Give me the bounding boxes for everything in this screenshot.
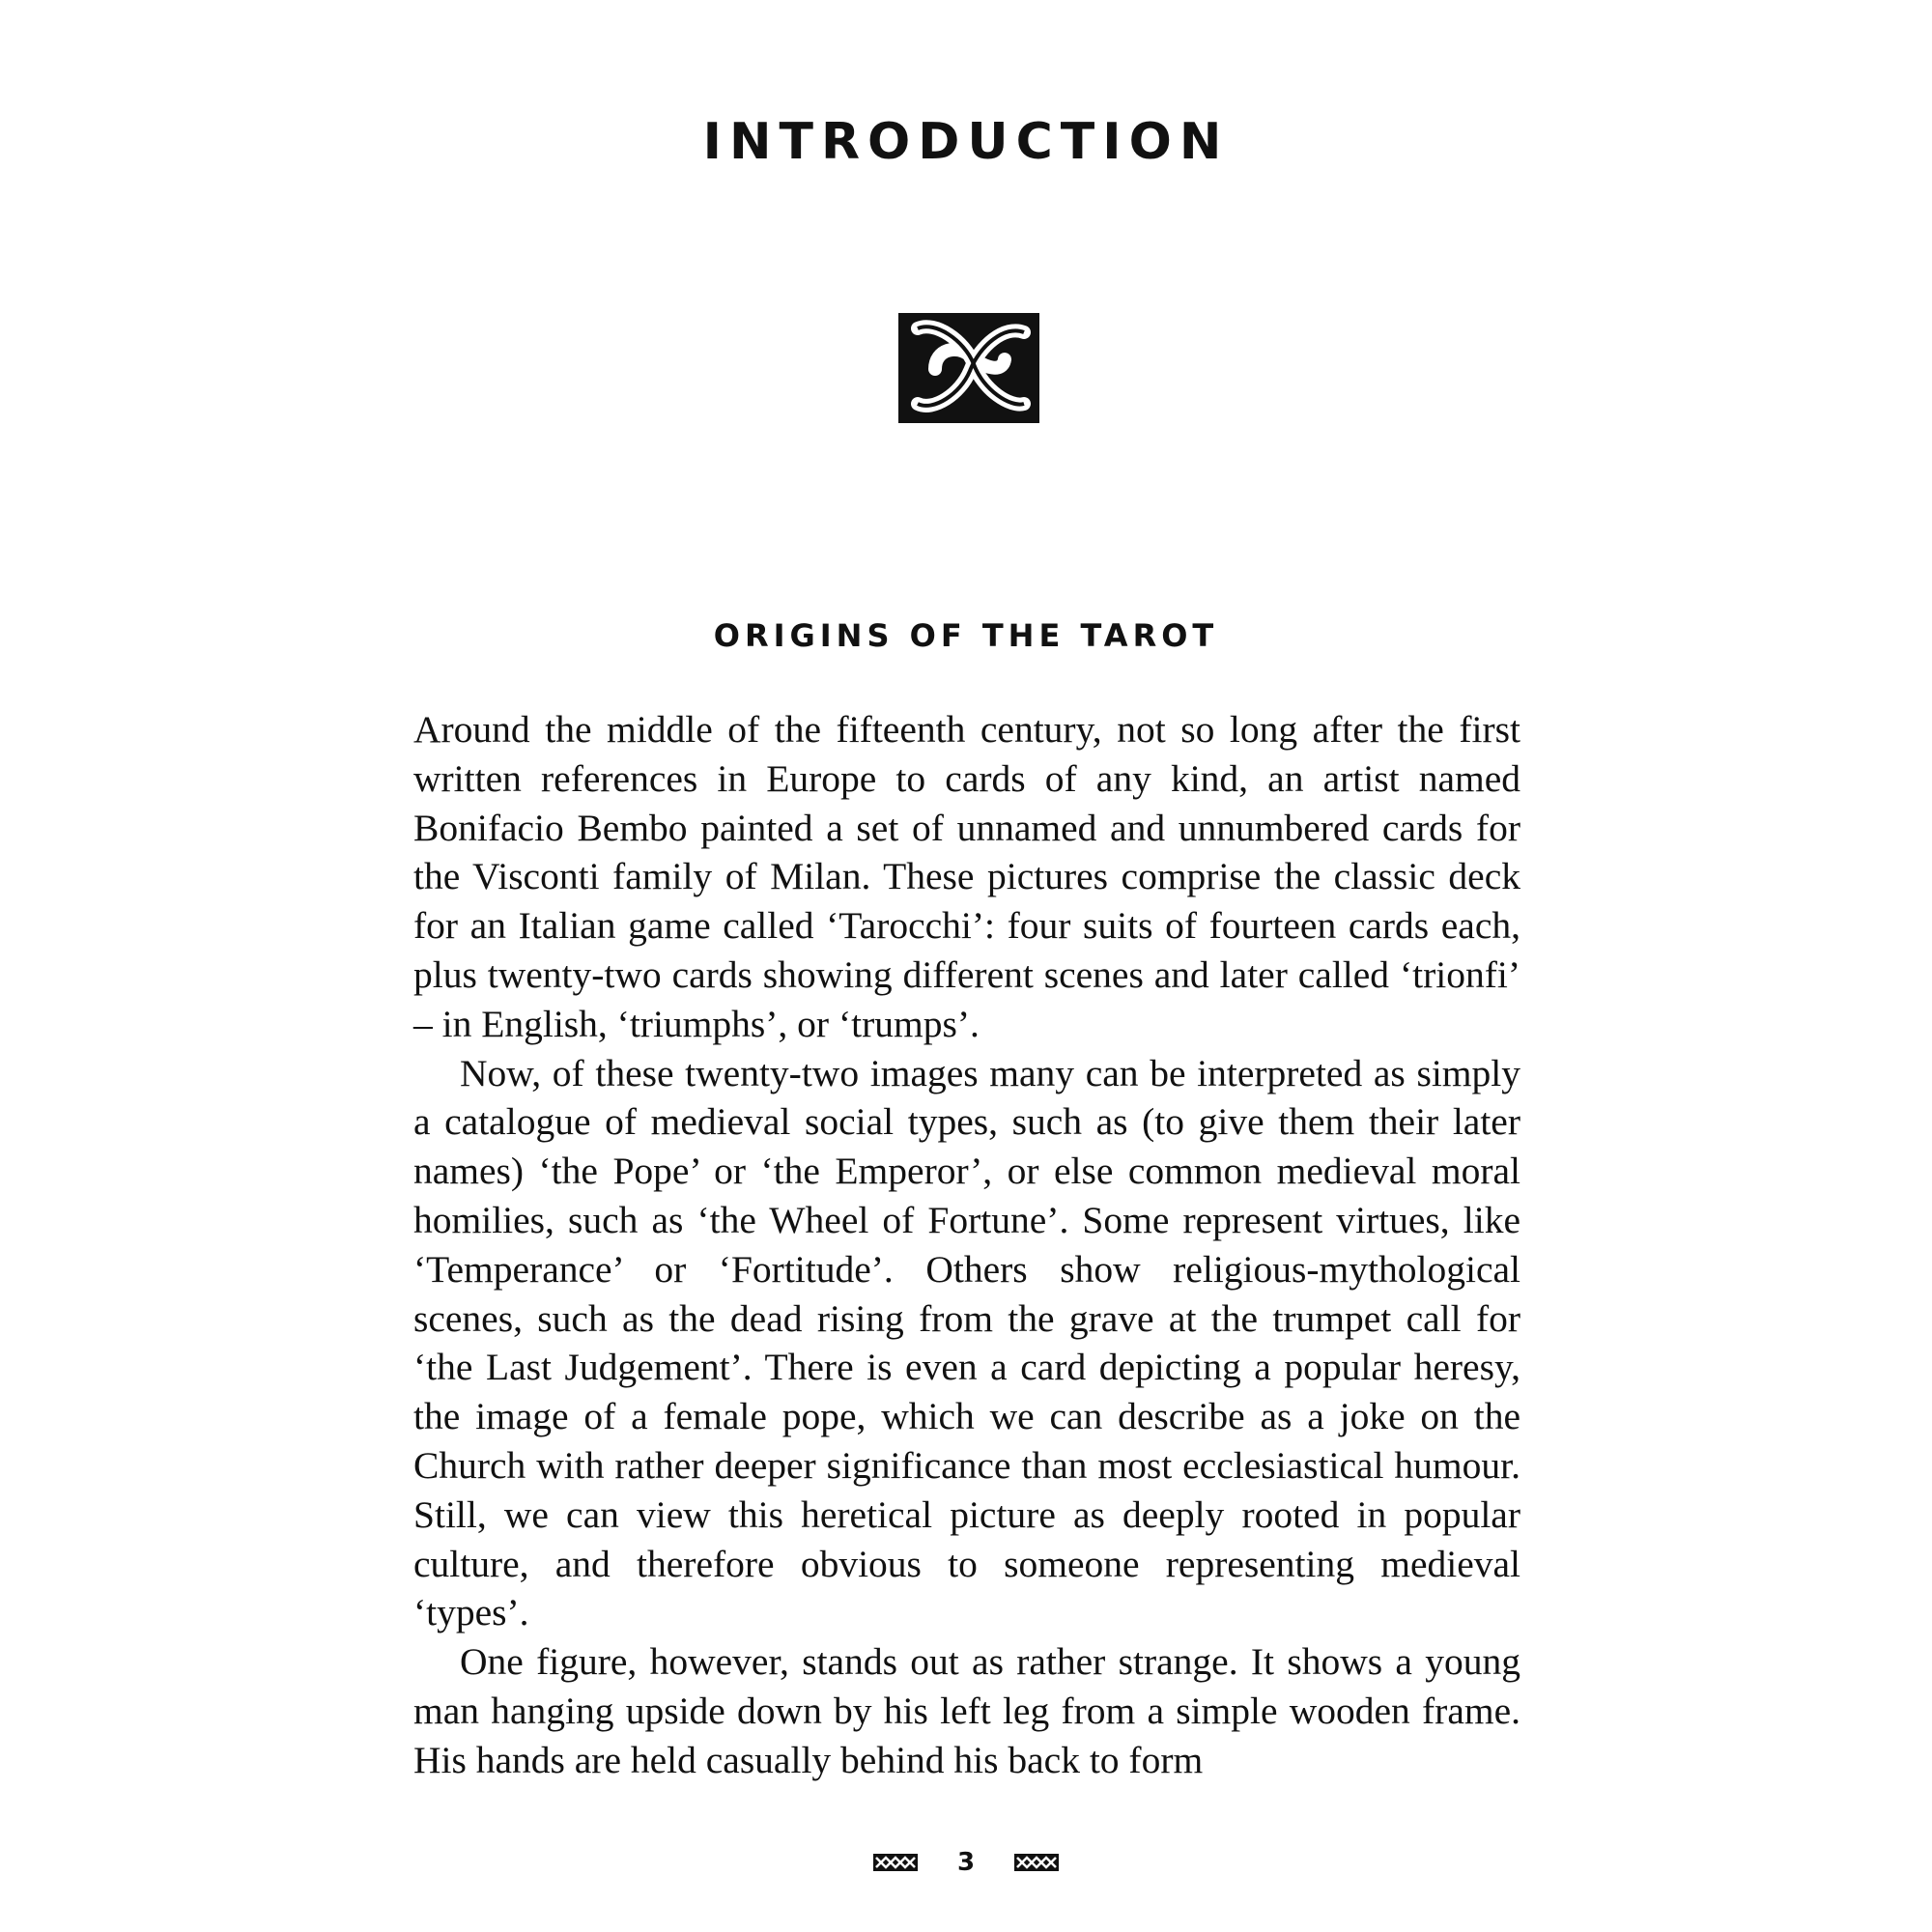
paragraph: Around the middle of the fifteenth century, not so long after the first written references in Europe to cards of any kind, an artist named Bonifacio Bembo painted a set of unnamed and unnumbered cards for the Visconti family of Milan. These pictures comprise the classic deck for an Italian game called ‘Tarocchi’: four suits of fourteen cards each, plus twenty-two cards showing different scenes and later called ‘trionfi’ – in English, ‘triumphs’, or ‘trumps’. xyxy=(413,708,1520,1045)
paragraph: One figure, however, stands out as rather strange. It shows a young man hanging upside down by his left leg from a simple wooden frame. His hands are held casually behind his back to form xyxy=(413,1640,1520,1781)
celtic-knot-icon xyxy=(896,311,1041,425)
knot-band-icon xyxy=(872,1852,919,1873)
paragraph: Now, of these twenty-two images many can be interpreted as simply a catalogue of medieval social types, such as (to give them their later names) ‘the Pope’ or ‘the Emperor’, or else common medieval moral homilies, such as ‘the Wheel of Fortune’. Some represent virtues, like ‘Temperance’ or ‘Fortitude’. Others show religious-mythological scenes, such as the dead rising from the grave at the trumpet call for ‘the Last Judgement’. There is even a card depicting a popular heresy, the image of a female pope, which we can describe as a joke on the Church with rather deeper significance than most ecclesiastical humour. Still, we can view this heretical picture as deeply rooted in popular culture, and therefore obvious to someone representing medieval ‘types’. xyxy=(413,1051,1520,1634)
body-text xyxy=(413,705,1520,1785)
chapter-title: INTRODUCTION xyxy=(702,113,1230,171)
page-number: 3 xyxy=(956,1848,976,1877)
section-heading: ORIGINS OF THE TAROT xyxy=(713,617,1219,654)
knot-band-icon xyxy=(1013,1852,1060,1873)
page-footer xyxy=(0,1843,1932,1882)
